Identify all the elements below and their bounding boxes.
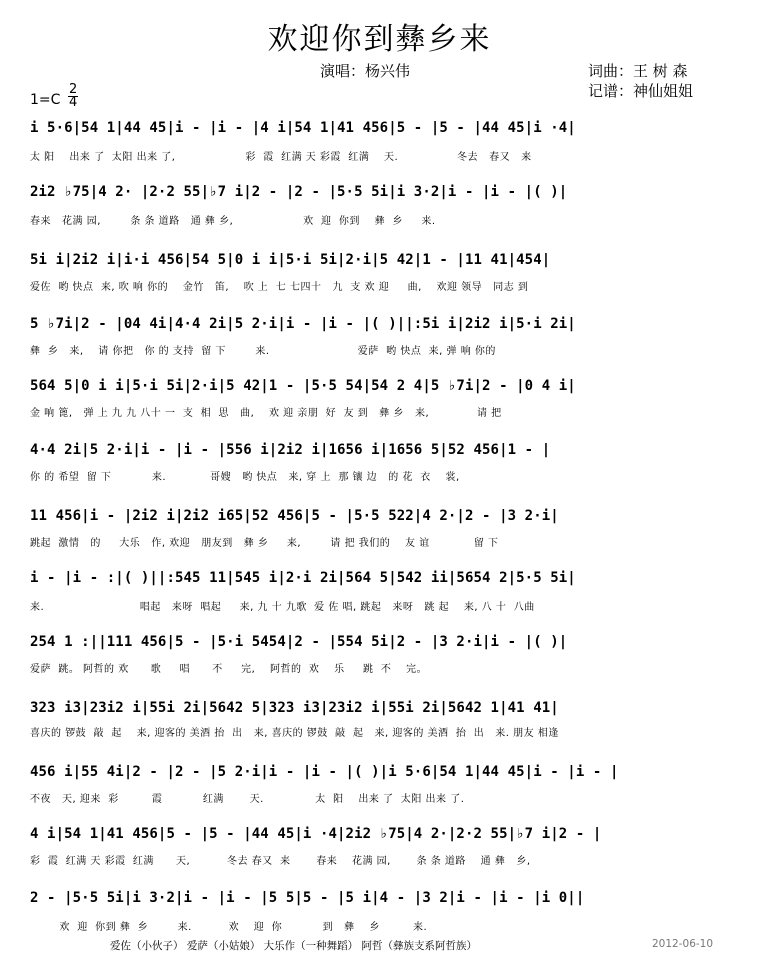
page-title: 欢迎你到彝乡来: [267, 22, 492, 57]
lyrics-line: 跳起 激情 的 大乐 作, 欢迎 朋友到 彝 乡 来, 请 把 我们的 友 谊 留 下: [30, 538, 499, 549]
composer-credit: 词曲：王 树 森: [588, 62, 688, 80]
lyrics-line: 喜庆的 锣鼓 敲 起 来, 迎客的 美酒 抬 出 来, 喜庆的 锣鼓 敲 起 来, 迎客的 美酒 抬 出 来. 朋友 相逢: [30, 728, 559, 739]
music-line: 456 i|55 4i|2 - |2 - |5 2·i|i - |i - |( )|i 5·6|54 1|44 45|i - |i - |: [30, 764, 619, 780]
music-line: 2 - |5·5 5i|i 3·2|i - |i - |5 5|5 - |5 i|4 - |3 2|i - |i - |i 0||: [30, 890, 585, 906]
music-line: 4 i|54 1|41 456|5 - |5 - |44 45|i ·4|2i2 ♭75|4 2·|2·2 55|♭7 i|2 - |: [30, 826, 602, 842]
music-line: 254 1 :||111 456|5 - |5·i 5454|2 - |554 5i|2 - |3 2·i|i - |( )|: [30, 634, 568, 650]
date-stamp: 2012-06-10: [652, 938, 714, 950]
time-signature-bottom: 4: [69, 95, 78, 110]
music-line: 11 456|i - |2i2 i|2i2 i65|52 456|5 - |5·5 522|4 2·|2 - |3 2·i|: [30, 508, 559, 524]
performer-credit: 演唱：杨兴伟: [320, 62, 411, 80]
lyrics-line: 彝 乡 来, 请 你把 你 的 支持 留 下 来. 爱萨 哟 快点 来, 弹 响 你的: [30, 346, 496, 357]
music-line: 5i i|2i2 i|i·i 456|54 5|0 i i|5·i 5i|2·i|5 42|1 - |11 41|454|: [30, 252, 551, 268]
time-signature: [68, 84, 78, 109]
lyrics-line: 不夜 天, 迎来 彩 霞 红满 天. 太 阳 出来 了 太阳 出来 了.: [30, 794, 465, 805]
time-signature-top: 2: [69, 82, 78, 97]
lyrics-line: 爱佐 哟 快点 来, 吹 响 你的 金竹 笛, 吹 上 七 七四十 九 支 欢 迎 曲, 欢迎 领导 同志 到: [30, 282, 529, 293]
lyrics-line: 你 的 希望 留 下 来. 哥嫂 哟 快点 来, 穿 上 那 镶 边 的 花 衣 裳,: [30, 472, 460, 483]
music-line: i - |i - :|( )||:545 11|545 i|2·i 2i|564 5|542 ii|5654 2|5·5 5i|: [30, 570, 576, 586]
lyrics-line: 爱萨 跳。 阿哲的 欢 歌 唱 不 完, 阿哲的 欢 乐 跳 不 完。: [30, 664, 428, 675]
music-line: 4·4 2i|5 2·i|i - |i - |556 i|2i2 i|1656 i|1656 5|52 456|1 - |: [30, 442, 551, 458]
lyrics-line: 春来 花满 园, 条 条 道路 通 彝 乡, 欢 迎 你到 彝 乡 来.: [30, 216, 436, 227]
music-line: 564 5|0 i i|5·i 5i|2·i|5 42|1 - |5·5 54|54 2 4|5 ♭7i|2 - |0 4 i|: [30, 378, 576, 394]
music-line: 2i2 ♭75|4 2· |2·2 55|♭7 i|2 - |2 - |5·5 5i|i 3·2|i - |i - |( )|: [30, 184, 568, 200]
lyrics-line: 来. 唱起 来呀 唱起 来, 九 十 九歌 爱 佐 唱, 跳起 来呀 跳 起 来, 八 十 八曲: [30, 602, 535, 613]
lyrics-line: 欢 迎 你到 彝 乡 来. 欢 迎 你 到 彝 乡 来.: [30, 922, 428, 933]
music-line: 5 ♭7i|2 - |04 4i|4·4 2i|5 2·i|i - |i - |( )||:5i i|2i2 i|5·i 2i|: [30, 316, 576, 332]
lyrics-line: 金 响 篦, 弹 上 九 九 八十 一 支 相 思 曲, 欢 迎 亲朋 好 友 到 彝 乡 来, 请 把: [30, 408, 502, 419]
key-signature: 1=C: [30, 92, 61, 108]
lyrics-line: 太 阳 出来 了 太阳 出来 了, 彩 霞 红满 天 彩霞 红满 天. 冬去 春又 来: [30, 152, 532, 163]
lyrics-line: 彩 霞 红满 天 彩霞 红满 天, 冬去 春又 来 春来 花满 园, 条 条 道路 通 彝 乡,: [30, 856, 531, 867]
music-line: i 5·6|54 1|44 45|i - |i - |4 i|54 1|41 456|5 - |5 - |44 45|i ·4|: [30, 120, 576, 136]
music-line: 323 i3|23i2 i|55i 2i|5642 5|323 i3|23i2 i|55i 2i|5642 1|41 41|: [30, 700, 559, 716]
transcriber-credit: 记谱：神仙姐姐: [588, 82, 694, 100]
glossary-footnote: 爱佐（小伙子） 爱萨（小姑娘） 大乐作（一种舞蹈） 阿哲（彝族支系阿哲族）: [110, 940, 478, 952]
